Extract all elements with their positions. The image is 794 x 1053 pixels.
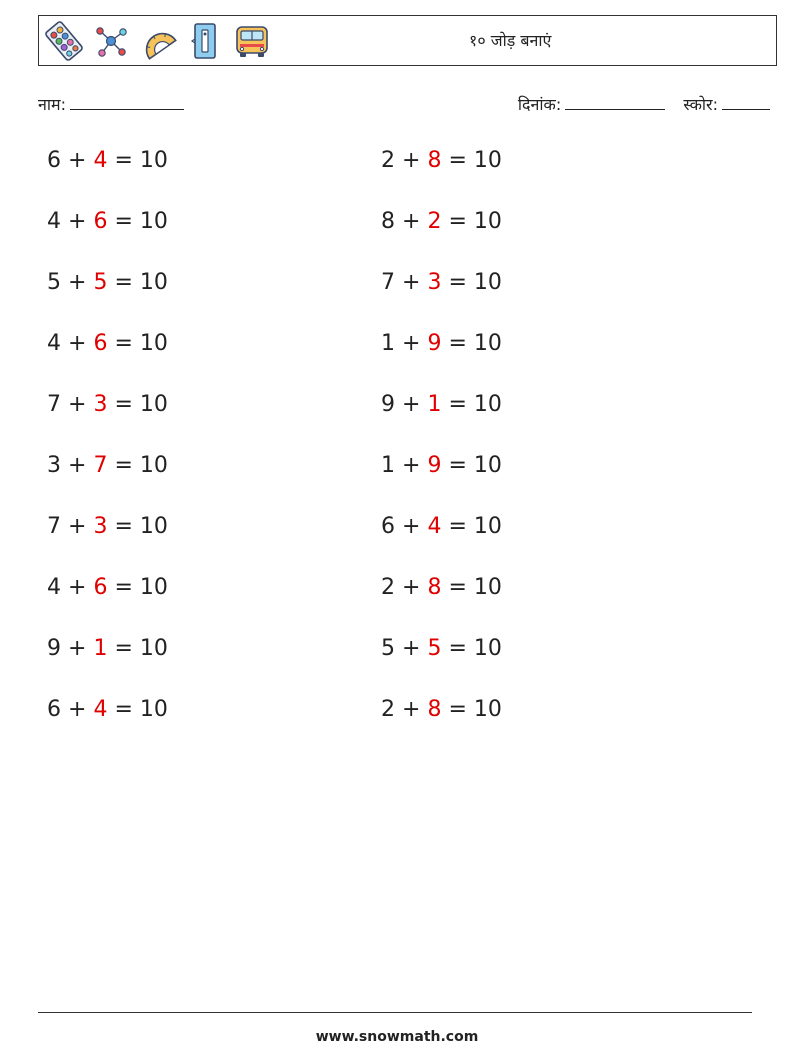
answer-value: 4: [93, 697, 108, 722]
plus-sign: +: [68, 270, 87, 295]
problem-row: [47, 697, 168, 722]
plus-sign: +: [402, 148, 421, 173]
plus-sign: +: [402, 697, 421, 722]
sum-value: 10: [473, 575, 502, 600]
addend-a: 1: [381, 453, 395, 478]
addend-a: 6: [381, 514, 395, 539]
equals-sign: =: [114, 209, 133, 234]
addend-a: 4: [47, 575, 61, 600]
addend-a: 9: [381, 392, 395, 417]
answer-value: 3: [93, 514, 108, 539]
sum-value: 10: [473, 453, 502, 478]
name-field: [38, 93, 184, 115]
answer-value: 6: [93, 575, 108, 600]
addend-a: 9: [47, 636, 61, 661]
problem-row: [381, 270, 502, 295]
equals-sign: =: [114, 331, 133, 356]
plus-sign: +: [402, 636, 421, 661]
answer-value: 5: [427, 636, 442, 661]
equals-sign: =: [114, 392, 133, 417]
problem-row: [47, 575, 168, 600]
equals-sign: =: [448, 697, 467, 722]
equals-sign: =: [448, 575, 467, 600]
answer-value: 1: [93, 636, 108, 661]
answer-value: 2: [427, 209, 442, 234]
plus-sign: +: [68, 209, 87, 234]
plus-sign: +: [68, 697, 87, 722]
equals-sign: =: [448, 636, 467, 661]
date-score-field: [518, 93, 770, 115]
plus-sign: +: [402, 270, 421, 295]
sum-value: 10: [139, 209, 168, 234]
equals-sign: =: [448, 514, 467, 539]
problem-row: [47, 392, 168, 417]
equals-sign: =: [114, 575, 133, 600]
addend-a: 6: [47, 148, 61, 173]
answer-value: 9: [427, 453, 442, 478]
plus-sign: +: [68, 331, 87, 356]
sum-value: 10: [139, 697, 168, 722]
problem-row: [381, 392, 502, 417]
plus-sign: +: [68, 575, 87, 600]
equals-sign: =: [114, 514, 133, 539]
answer-value: 8: [427, 575, 442, 600]
answer-value: 3: [427, 270, 442, 295]
worksheet-header: [38, 15, 777, 66]
problem-row: [381, 331, 502, 356]
school-bus-icon: [233, 21, 271, 61]
date-blank[interactable]: [565, 95, 665, 110]
date-label: दिनांक:: [517, 95, 562, 114]
answer-value: 5: [93, 270, 108, 295]
equals-sign: =: [448, 270, 467, 295]
plus-sign: +: [68, 148, 87, 173]
header-icons: [45, 21, 271, 61]
sum-value: 10: [473, 514, 502, 539]
plus-sign: +: [68, 392, 87, 417]
problem-row: [47, 514, 168, 539]
sum-value: 10: [473, 209, 502, 234]
equals-sign: =: [448, 392, 467, 417]
answer-value: 4: [427, 514, 442, 539]
footer-url: www.snowmath.com: [315, 1029, 479, 1045]
sharpener-icon: [186, 21, 224, 61]
problem-row: [381, 209, 502, 234]
problem-row: [47, 270, 168, 295]
answer-value: 3: [93, 392, 108, 417]
name-blank[interactable]: [70, 95, 184, 110]
protractor-icon: [139, 21, 177, 61]
plus-sign: +: [68, 453, 87, 478]
sum-value: 10: [139, 270, 168, 295]
plus-sign: +: [402, 392, 421, 417]
problem-row: [47, 453, 168, 478]
sum-value: 10: [473, 697, 502, 722]
addend-a: 4: [47, 331, 61, 356]
answer-value: 6: [93, 331, 108, 356]
name-label: नाम:: [38, 95, 66, 114]
answer-value: 4: [93, 148, 108, 173]
answer-value: 6: [93, 209, 108, 234]
problem-row: [381, 453, 502, 478]
addend-a: 2: [381, 575, 395, 600]
plus-sign: +: [68, 514, 87, 539]
problem-row: [381, 148, 502, 173]
answer-value: 1: [427, 392, 442, 417]
addend-a: 5: [47, 270, 61, 295]
addend-a: 2: [381, 148, 395, 173]
sum-value: 10: [139, 514, 168, 539]
addend-a: 3: [47, 453, 61, 478]
sum-value: 10: [139, 331, 168, 356]
problem-row: [381, 575, 502, 600]
problem-row: [381, 514, 502, 539]
addend-a: 7: [47, 392, 61, 417]
problem-row: [381, 697, 502, 722]
plus-sign: +: [402, 453, 421, 478]
addend-a: 8: [381, 209, 395, 234]
sum-value: 10: [473, 636, 502, 661]
answer-value: 8: [427, 148, 442, 173]
addend-a: 4: [47, 209, 61, 234]
equals-sign: =: [448, 453, 467, 478]
plus-sign: +: [402, 575, 421, 600]
sum-value: 10: [139, 453, 168, 478]
score-blank[interactable]: [722, 95, 770, 110]
equals-sign: =: [114, 697, 133, 722]
footer-divider: [38, 1012, 752, 1013]
equals-sign: =: [448, 331, 467, 356]
worksheet-title: १० जोड़ बनाएं: [469, 31, 552, 50]
sum-value: 10: [139, 636, 168, 661]
plus-sign: +: [68, 636, 87, 661]
addend-a: 7: [381, 270, 395, 295]
plus-sign: +: [402, 331, 421, 356]
equals-sign: =: [114, 636, 133, 661]
sum-value: 10: [473, 331, 502, 356]
answer-value: 7: [93, 453, 108, 478]
answer-value: 9: [427, 331, 442, 356]
sum-value: 10: [473, 270, 502, 295]
addend-a: 7: [47, 514, 61, 539]
problem-row: [47, 209, 168, 234]
equals-sign: =: [114, 148, 133, 173]
addend-a: 5: [381, 636, 395, 661]
sum-value: 10: [139, 392, 168, 417]
problem-row: [47, 148, 168, 173]
sum-value: 10: [473, 392, 502, 417]
plus-sign: +: [402, 209, 421, 234]
addend-a: 6: [47, 697, 61, 722]
addend-a: 1: [381, 331, 395, 356]
equals-sign: =: [114, 270, 133, 295]
sum-value: 10: [139, 575, 168, 600]
molecule-icon: [92, 21, 130, 61]
addend-a: 2: [381, 697, 395, 722]
equals-sign: =: [114, 453, 133, 478]
paint-palette-icon: [45, 21, 83, 61]
score-label: स्कोर:: [683, 95, 718, 114]
answer-value: 8: [427, 697, 442, 722]
plus-sign: +: [402, 514, 421, 539]
sum-value: 10: [139, 148, 168, 173]
problem-row: [47, 331, 168, 356]
equals-sign: =: [448, 209, 467, 234]
sum-value: 10: [473, 148, 502, 173]
equals-sign: =: [448, 148, 467, 173]
problem-row: [47, 636, 168, 661]
problem-row: [381, 636, 502, 661]
